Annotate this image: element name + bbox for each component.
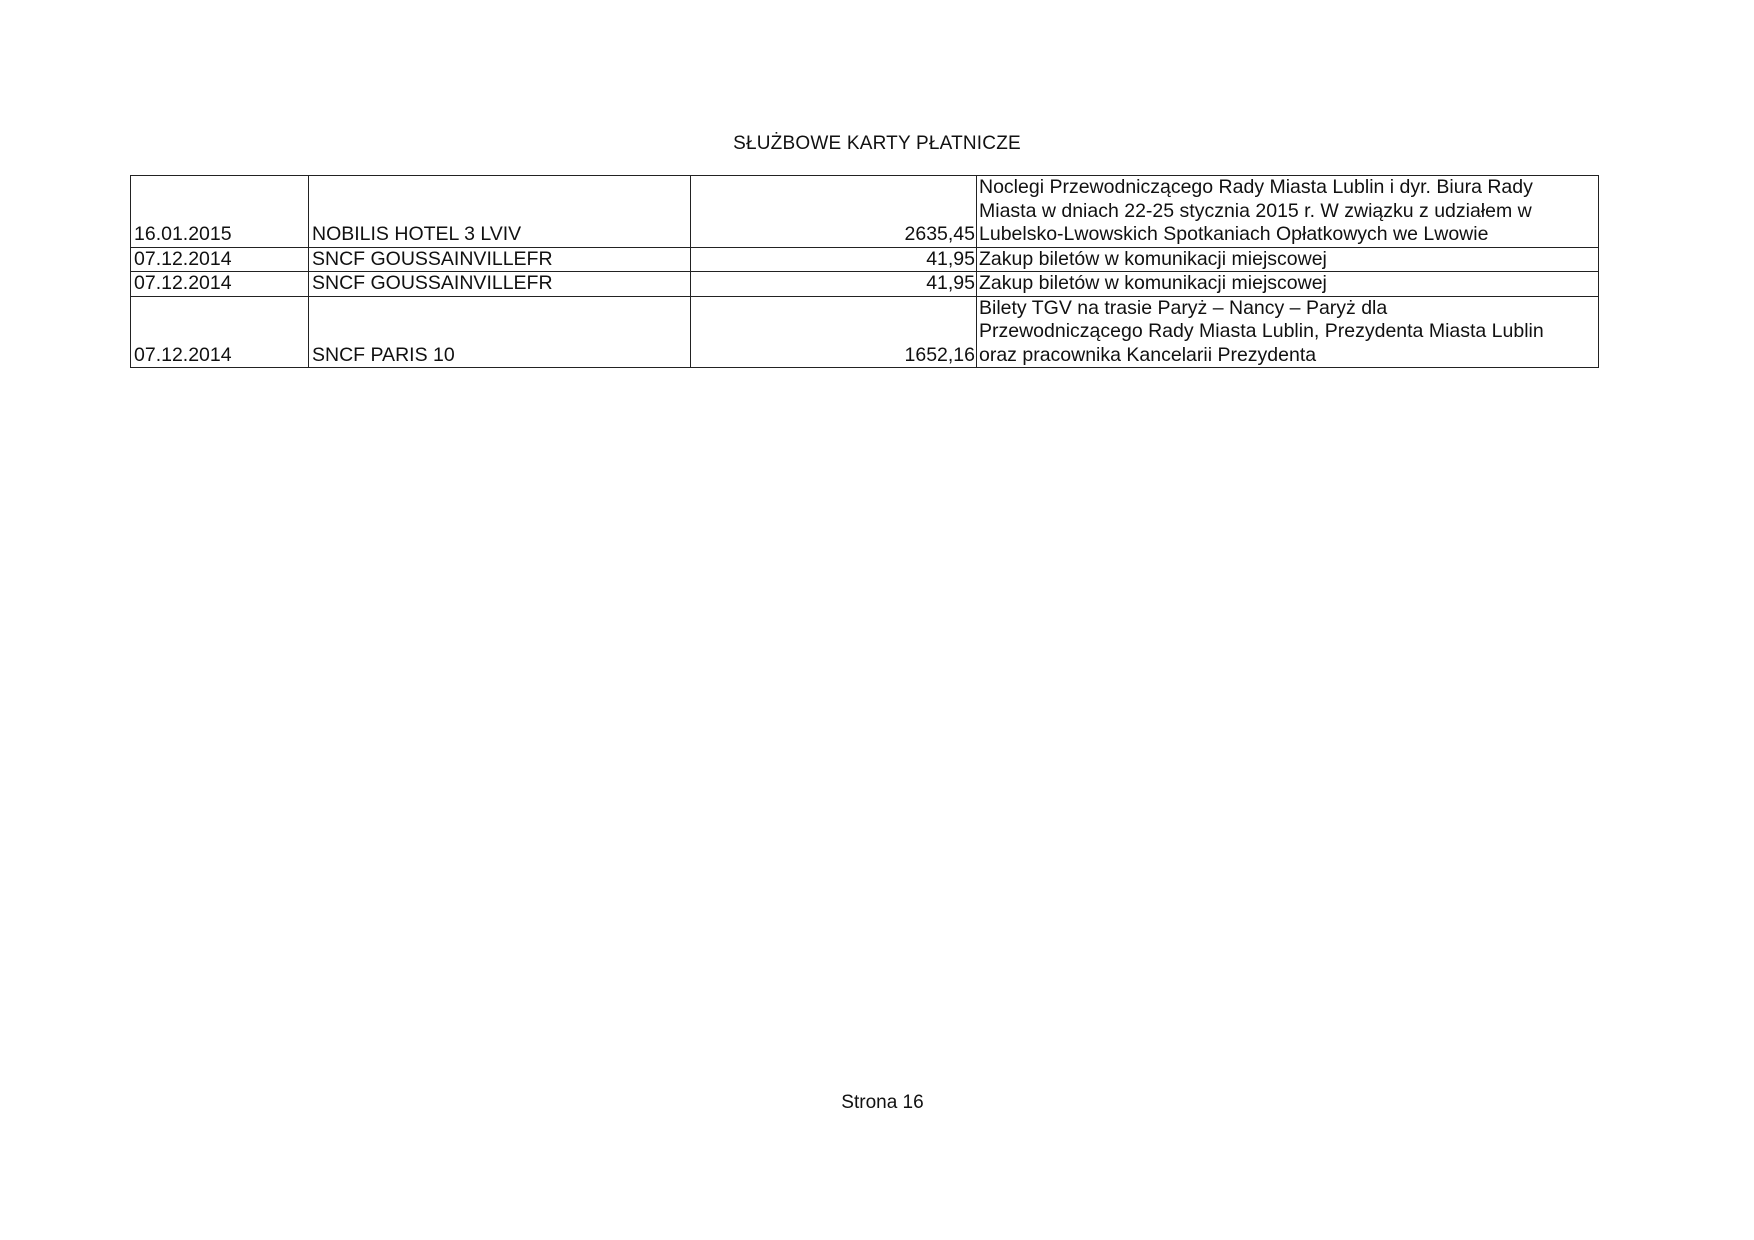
description-cell [977, 247, 1599, 272]
table-row [131, 296, 1599, 368]
description-line: Przewodniczącego Rady Miasta Lublin, Prezydenta Miasta Lublin [979, 320, 1544, 342]
description-cell [977, 176, 1599, 248]
merchant-cell: SNCF GOUSSAINVILLEFR [309, 247, 691, 272]
date-cell: 16.01.2015 [131, 176, 309, 248]
amount-cell: 2635,45 [691, 176, 977, 248]
date-cell: 07.12.2014 [131, 247, 309, 272]
table-row [131, 247, 1599, 272]
merchant-cell: SNCF GOUSSAINVILLEFR [309, 272, 691, 297]
description-cell [977, 296, 1599, 368]
description-line: Zakup biletów w komunikacji miejscowej [979, 272, 1327, 294]
description-line: Miasta w dniach 22-25 stycznia 2015 r. W związku z udziałem w [979, 199, 1532, 222]
amount-cell: 41,95 [691, 247, 977, 272]
page-number: Strona 16 [841, 1092, 924, 1113]
amount-cell: 1652,16 [691, 296, 977, 368]
table-row [131, 272, 1599, 297]
table-row [131, 176, 1599, 248]
description-line: Lubelsko-Lwowskich Spotkaniach Opłatkowych we Lwowie [979, 223, 1489, 245]
merchant-cell: NOBILIS HOTEL 3 LVIV [309, 176, 691, 248]
merchant-cell: SNCF PARIS 10 [309, 296, 691, 368]
document-title: SŁUŻBOWE KARTY PŁATNICZE [733, 133, 1021, 154]
description-line: Noclegi Przewodniczącego Rady Miasta Lublin i dyr. Biura Rady [979, 176, 1533, 198]
description-line: Bilety TGV na trasie Paryż – Nancy – Paryż dla [979, 296, 1388, 319]
description-cell [977, 272, 1599, 297]
date-cell: 07.12.2014 [131, 296, 309, 368]
date-cell: 07.12.2014 [131, 272, 309, 297]
description-line: oraz pracownika Kancelarii Prezydenta [979, 343, 1317, 366]
amount-cell: 41,95 [691, 272, 977, 297]
description-line: Zakup biletów w komunikacji miejscowej [979, 247, 1327, 270]
payment-card-table [130, 175, 1599, 368]
